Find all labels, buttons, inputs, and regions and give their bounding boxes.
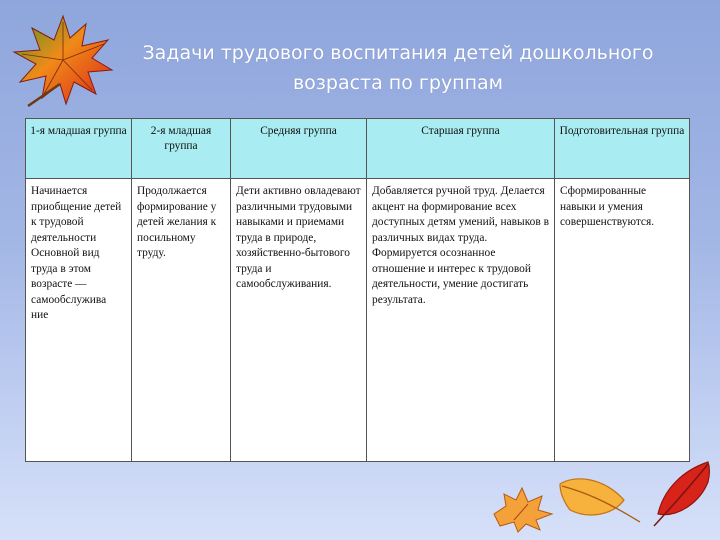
cell-middle: Дети активно овладевают различными трудовыми навыками и приемами труда в природе, хозяйственно-бытового труда и самообслуживания.: [231, 179, 367, 462]
title-line-2: возраста по группам: [292, 72, 504, 94]
cell-senior: Добавляется ручной труд. Делается акцент на формирование всех доступных детям умений, навыков в различных видах труда. Формируется осознанное отношение и интерес к трудовой деятельности, умение достигать результата.: [367, 179, 555, 462]
cell-preparatory: Сформированные навыки и умения совершенствуются.: [555, 179, 690, 462]
small-leaf-icon: [488, 484, 558, 534]
cell-junior-2: Продолжается формирование у детей желания к посильному труду.: [132, 179, 231, 462]
cell-junior-1: Начинается приобщение детей к трудовой деятельности Основной вид труда в этом возрасте — самообслужива ние: [26, 179, 132, 462]
title-line-1: Задачи трудового воспитания детей дошкольного: [142, 42, 654, 64]
header-junior-2: 2-я младшая группа: [132, 119, 231, 179]
red-leaf-icon: [650, 458, 720, 530]
orange-leaf-icon: [556, 470, 646, 530]
maple-leaf-icon: [8, 10, 118, 110]
table-row: [26, 179, 690, 462]
slide-title: [128, 38, 668, 98]
header-senior: Старшая группа: [367, 119, 555, 179]
header-junior-1: 1-я младшая группа: [26, 119, 132, 179]
table-header-row: [26, 119, 690, 179]
tasks-table: [25, 118, 690, 462]
header-middle: Средняя группа: [231, 119, 367, 179]
header-preparatory: Подготовительная группа: [555, 119, 690, 179]
